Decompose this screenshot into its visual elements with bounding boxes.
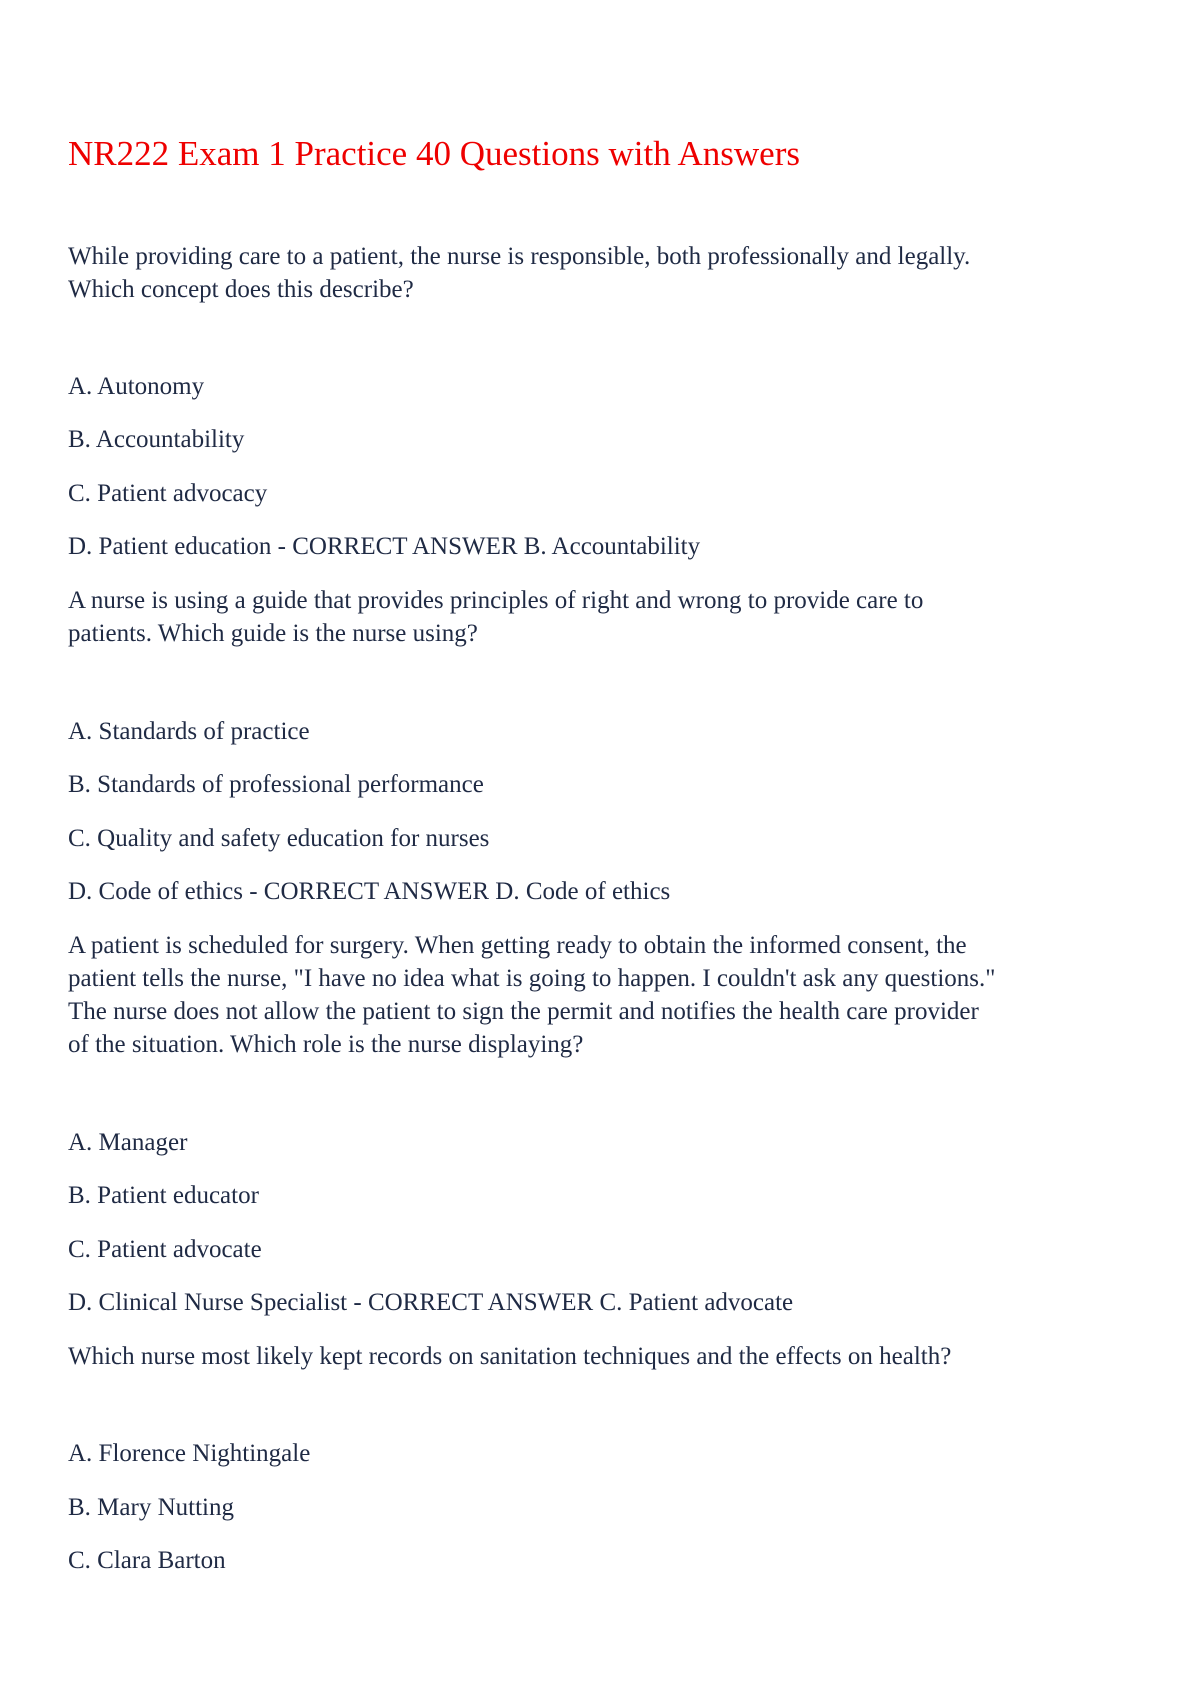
question-1-option-c: C. Patient advocacy xyxy=(68,480,268,507)
question-4-option-a: A. Florence Nightingale xyxy=(68,1440,311,1467)
question-2-option-d-answer: D. Code of ethics - CORRECT ANSWER D. Code of ethics xyxy=(68,878,671,905)
question-1-option-d-answer: D. Patient education - CORRECT ANSWER B. Accountability xyxy=(68,533,701,560)
question-3-option-d-answer: D. Clinical Nurse Specialist - CORRECT ANSWER C. Patient advocate xyxy=(68,1289,794,1316)
question-3-prompt-line-2: patient tells the nurse, "I have no idea what is going to happen. I couldn't ask any questions." xyxy=(68,965,996,992)
question-3-prompt-line-3: The nurse does not allow the patient to sign the permit and notifies the health care provider xyxy=(68,998,979,1025)
question-3-option-c: C. Patient advocate xyxy=(68,1236,262,1263)
question-1-option-b: B. Accountability xyxy=(68,426,245,453)
question-2-option-b: B. Standards of professional performance xyxy=(68,771,484,798)
question-4-prompt-line-1: Which nurse most likely kept records on sanitation techniques and the effects on health? xyxy=(68,1343,952,1370)
question-2-prompt-line-2: patients. Which guide is the nurse using? xyxy=(68,620,478,647)
question-1-prompt-line-1: While providing care to a patient, the nurse is responsible, both professionally and legally. xyxy=(68,243,971,270)
question-1-prompt-line-2: Which concept does this describe? xyxy=(68,276,414,303)
question-2-prompt-line-1: A nurse is using a guide that provides principles of right and wrong to provide care to xyxy=(68,587,924,614)
question-1-option-a: A. Autonomy xyxy=(68,373,205,400)
question-3-prompt-line-4: of the situation. Which role is the nurse displaying? xyxy=(68,1031,584,1058)
question-2-option-c: C. Quality and safety education for nurses xyxy=(68,825,490,852)
question-3-option-b: B. Patient educator xyxy=(68,1182,259,1209)
question-2-option-a: A. Standards of practice xyxy=(68,718,310,745)
question-3-option-a: A. Manager xyxy=(68,1129,188,1156)
question-4-option-c: C. Clara Barton xyxy=(68,1547,226,1574)
question-3-prompt-line-1: A patient is scheduled for surgery. When getting ready to obtain the informed consent, the xyxy=(68,932,967,959)
document-title: NR222 Exam 1 Practice 40 Questions with Answers xyxy=(68,134,800,173)
question-4-option-b: B. Mary Nutting xyxy=(68,1494,234,1521)
